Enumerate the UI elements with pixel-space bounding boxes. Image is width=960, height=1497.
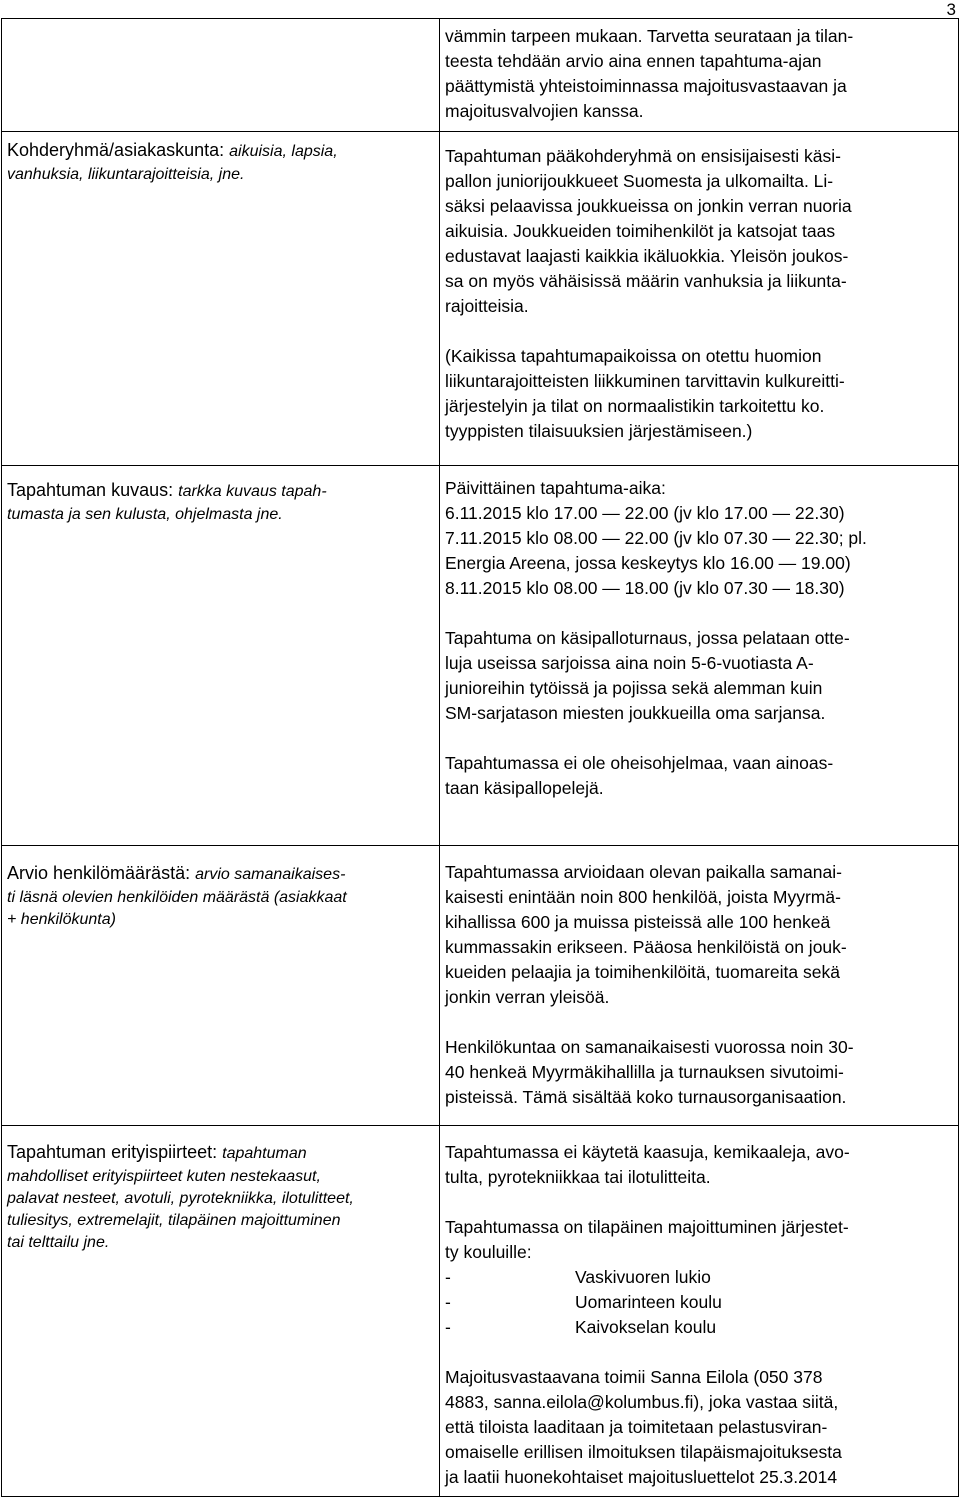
field-hint: aikuisia, lapsia, bbox=[229, 143, 338, 160]
text-line: 7.11.2015 klo 08.00 — 22.00 (jv klo 07.30 — 22.30; pl. bbox=[445, 528, 867, 548]
text-line: omaiselle erillisen ilmoituksen tilapäismajoituksesta bbox=[445, 1442, 842, 1462]
text-line: tyyppisten tilaisuuksien järjestämiseen.) bbox=[445, 421, 753, 441]
field-hint: tai telttailu jne. bbox=[7, 1234, 110, 1251]
text-line: (Kaikissa tapahtumapaikoissa on otettu huomion bbox=[445, 346, 822, 366]
right-cell-accommodation-continued bbox=[440, 19, 959, 132]
list-item bbox=[445, 1265, 955, 1290]
table-row bbox=[2, 132, 959, 466]
target-group-heading bbox=[7, 138, 436, 164]
text-line: päättymistä yhteistoiminnassa majoitusvastaavan ja bbox=[445, 76, 847, 96]
left-cell-empty bbox=[2, 19, 440, 132]
text-line: Henkilökuntaa on samanaikaisesti vuorossa noin 30- bbox=[445, 1037, 854, 1057]
text-line: 6.11.2015 klo 17.00 — 22.00 (jv klo 17.00 — 22.30) bbox=[445, 503, 845, 523]
field-hint: palavat nesteet, avotuli, pyrotekniikka, ilotulitteet, bbox=[7, 1190, 354, 1207]
text-line: Tapahtumassa arvioidaan olevan paikalla samanai- bbox=[445, 862, 842, 882]
left-cell-special-features bbox=[2, 1126, 440, 1497]
text-line: järjestelyin ja tilat on normaalistikin tarkoitettu ko. bbox=[445, 396, 825, 416]
text-line: pisteissä. Tämä sisältää koko turnausorganisaation. bbox=[445, 1087, 847, 1107]
text-line: edustavat laajasti kaikkia ikäluokkia. Yleisön joukos- bbox=[445, 246, 849, 266]
text-line: 4883, sanna.eilola@kolumbus.fi), joka vastaa siitä, bbox=[445, 1392, 839, 1412]
field-title: Arvio henkilömäärästä: bbox=[7, 863, 191, 883]
text-line: Tapahtumassa on tilapäinen majoittuminen järjestet- bbox=[445, 1217, 849, 1237]
text-line: liikuntarajoitteisten liikkuminen tarvittavin kulkureitti- bbox=[445, 371, 845, 391]
text-line: Tapahtumassa ei ole oheisohjelmaa, vaan ainoas- bbox=[445, 753, 834, 773]
text-line: kummassakin erikseen. Pääosa henkilöistä on jouk- bbox=[445, 937, 847, 957]
text-line: Tapahtumassa ei käytetä kaasuja, kemikaaleja, avo- bbox=[445, 1142, 850, 1162]
field-hint: vanhuksia, liikuntarajoitteisia, jne. bbox=[7, 166, 245, 183]
text-line: Tapahtuman pääkohderyhmä on ensisijaisesti käsi- bbox=[445, 146, 841, 166]
right-cell-person-estimate bbox=[440, 846, 959, 1126]
text-line: vämmin tarpeen mukaan. Tarvetta seurataan ja tilan- bbox=[445, 26, 854, 46]
left-cell-event-description bbox=[2, 466, 440, 846]
person-estimate-heading bbox=[7, 861, 436, 887]
field-hint: mahdolliset erityispiirteet kuten nestekaasut, bbox=[7, 1168, 321, 1185]
field-hint: tarkka kuvaus tapah- bbox=[178, 483, 327, 500]
text-line: ty kouluille: bbox=[445, 1242, 532, 1262]
right-cell-target-group bbox=[440, 132, 959, 466]
left-cell-target-group bbox=[2, 132, 440, 466]
text-line: SM-sarjatason miesten joukkueilla oma sarjansa. bbox=[445, 703, 826, 723]
field-title: Tapahtuman kuvaus: bbox=[7, 480, 174, 500]
field-title: Tapahtuman erityispiirteet: bbox=[7, 1142, 218, 1162]
text-line: säksi pelaavissa joukkueissa on jonkin verran nuoria bbox=[445, 196, 852, 216]
event-description-heading bbox=[7, 478, 436, 504]
text-line: kaisesti enintään noin 800 henkilöä, joista Myyrmä- bbox=[445, 887, 841, 907]
list-dash: - bbox=[445, 1267, 451, 1287]
list-item bbox=[445, 1315, 955, 1340]
text-line: teesta tehdään arvio aina ennen tapahtuma-ajan bbox=[445, 51, 822, 71]
school-name: Uomarinteen koulu bbox=[575, 1292, 722, 1312]
text-line: taan käsipallopelejä. bbox=[445, 778, 604, 798]
text-line: luja useissa sarjoissa aina noin 5-6-vuotiasta A- bbox=[445, 653, 814, 673]
page-number: 3 bbox=[946, 0, 956, 19]
table-row bbox=[2, 1126, 959, 1497]
text-line: tulta, pyrotekniikkaa tai ilotulitteita. bbox=[445, 1167, 711, 1187]
list-item bbox=[445, 1290, 955, 1315]
right-cell-event-description bbox=[440, 466, 959, 846]
text-line: Tapahtuma on käsipalloturnaus, jossa pelataan otte- bbox=[445, 628, 850, 648]
special-features-heading bbox=[7, 1140, 436, 1166]
table-row bbox=[2, 466, 959, 846]
text-line: 8.11.2015 klo 08.00 — 18.00 (jv klo 07.30 — 18.30) bbox=[445, 578, 845, 598]
list-dash: - bbox=[445, 1292, 451, 1312]
field-hint: ti läsnä olevien henkilöiden määrästä (asiakkaat bbox=[7, 889, 347, 906]
text-line: junioreihin tytöissä ja pojissa sekä alemman kuin bbox=[445, 678, 823, 698]
school-name: Kaivokselan koulu bbox=[575, 1317, 717, 1337]
text-line: Majoitusvastaavana toimii Sanna Eilola (050 378 bbox=[445, 1367, 823, 1387]
event-form-table bbox=[1, 18, 959, 1497]
text-line: 40 henkeä Myyrmäkihallilla ja turnauksen sivutoimi- bbox=[445, 1062, 844, 1082]
text-line: kueiden pelaajia ja toimihenkilöitä, tuomareita sekä bbox=[445, 962, 840, 982]
field-hint: tapahtuman bbox=[222, 1145, 307, 1162]
text-line: aikuisia. Joukkueiden toimihenkilöt ja katsojat taas bbox=[445, 221, 836, 241]
text-line: Energia Areena, jossa keskeytys klo 16.00 — 19.00) bbox=[445, 553, 851, 573]
field-hint: arvio samanaikaises- bbox=[195, 866, 346, 883]
field-hint: tumasta ja sen kulusta, ohjelmasta jne. bbox=[7, 506, 283, 523]
text-line: majoitusvalvojien kanssa. bbox=[445, 101, 644, 121]
text-line: että tiloista laaditaan ja toimitetaan pelastusviran- bbox=[445, 1417, 828, 1437]
text-line: pallon juniorijoukkueet Suomesta ja ulkomailta. Li- bbox=[445, 171, 834, 191]
text-line: kihallissa 600 ja muissa pisteissä alle 100 henkeä bbox=[445, 912, 831, 932]
right-cell-special-features bbox=[440, 1126, 959, 1497]
field-title: Kohderyhmä/asiakaskunta: bbox=[7, 140, 225, 160]
field-hint: + henkilökunta) bbox=[7, 911, 116, 928]
text-line: sa on myös vähäisissä määrin vanhuksia ja liikunta- bbox=[445, 271, 847, 291]
table-row bbox=[2, 19, 959, 132]
text-line: ja laatii huonekohtaiset majoitusluettelot 25.3.2014 bbox=[445, 1467, 838, 1487]
text-line: jonkin verran yleisöä. bbox=[445, 987, 610, 1007]
text-line: Päivittäinen tapahtuma-aika: bbox=[445, 478, 666, 498]
school-name: Vaskivuoren lukio bbox=[575, 1267, 711, 1287]
text-line: rajoitteisia. bbox=[445, 296, 529, 316]
list-dash: - bbox=[445, 1317, 451, 1337]
left-cell-person-estimate bbox=[2, 846, 440, 1126]
field-hint: tuliesitys, extremelajit, tilapäinen majoittuminen bbox=[7, 1212, 341, 1229]
table-row bbox=[2, 846, 959, 1126]
